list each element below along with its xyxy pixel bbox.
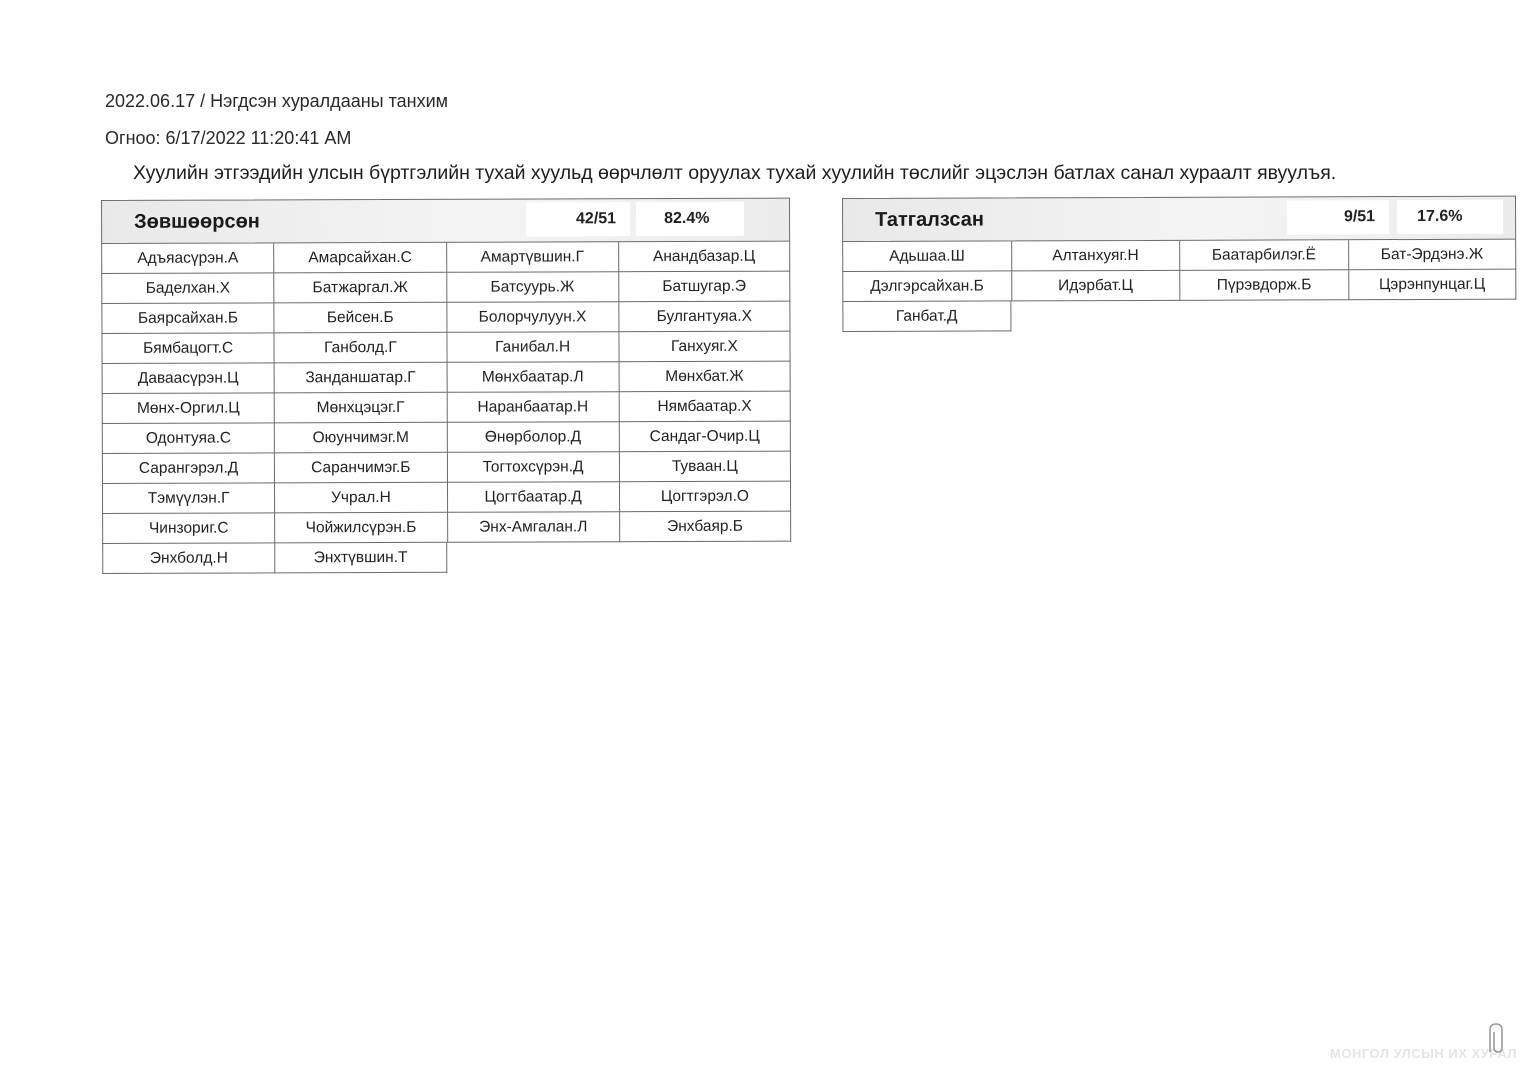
rejected-name-grid	[842, 240, 1516, 332]
approved-section	[101, 198, 791, 574]
member-name-cell: Одонтуяа.С	[102, 423, 274, 454]
member-name-cell: Баярсайхан.Б	[101, 303, 273, 334]
member-name-cell: Сандаг-Очир.Ц	[619, 422, 791, 453]
member-name-cell: Наранбаатар.Н	[446, 392, 618, 423]
approved-header	[101, 198, 790, 244]
member-name-cell: Анандбазар.Ц	[618, 242, 790, 273]
member-name-cell: Тогтохсүрэн.Д	[446, 452, 618, 483]
member-name-cell: Энх-Амгалан.Л	[447, 512, 619, 543]
member-name-cell: Учрал.Н	[274, 483, 446, 514]
member-name-cell: Мөнхбат.Ж	[618, 362, 790, 393]
approved-percent: 82.4%	[636, 202, 744, 236]
rejected-percent: 17.6%	[1397, 200, 1503, 234]
member-name-cell: Булгантуяа.Х	[618, 302, 790, 333]
member-name-cell: Бат-Эрдэнэ.Ж	[1348, 240, 1517, 271]
member-name-cell: Баделхан.Х	[101, 273, 273, 304]
member-name-cell: Цогтбаатар.Д	[446, 482, 618, 513]
member-name-cell: Батжаргал.Ж	[274, 273, 446, 304]
member-name-cell: Нямбаатар.Х	[618, 392, 790, 423]
member-name-cell: Энхтүвшин.Т	[274, 543, 446, 574]
approved-title: Зөвшөөрсөн	[134, 210, 260, 233]
member-name-cell: Болорчулуун.Х	[446, 302, 618, 333]
member-name-cell: Занданшатар.Г	[274, 363, 446, 394]
member-name-cell: Бейсен.Б	[274, 303, 446, 334]
vote-question: Хуулийн этгээдийн улсын бүртгэлийн тухай хуульд өөрчлөлт оруулах тухай хуулийн төслийг эцэслэн батлах санал хураалт явуулъя.	[133, 162, 1337, 184]
member-name-cell: Энхболд.Н	[102, 543, 274, 574]
rejected-section	[842, 196, 1516, 332]
member-name-cell: Чойжилсүрэн.Б	[274, 513, 446, 544]
member-name-cell: Мөнхбаатар.Л	[446, 362, 618, 393]
member-name-cell: Идэрбат.Ц	[1011, 271, 1180, 302]
session-line: 2022.06.17 / Нэгдсэн хуралдааны танхим	[105, 91, 449, 111]
member-name-cell: Ганибал.Н	[446, 332, 618, 363]
member-name-cell: Амарсайхан.С	[273, 243, 445, 274]
member-name-cell: Өнөрболор.Д	[446, 422, 618, 453]
date-line: Огноо: 6/17/2022 11:20:41 AM	[105, 128, 352, 148]
member-name-cell: Бямбацогт.С	[101, 333, 273, 364]
member-name-cell: Пүрэвдорж.Б	[1179, 270, 1348, 301]
member-name-cell: Мөнх-Оргил.Ц	[102, 393, 274, 424]
paper-clip-icon	[1486, 1022, 1510, 1056]
member-name-cell: Ганболд.Г	[274, 333, 446, 364]
member-name-cell: Батшугар.Э	[618, 272, 790, 303]
member-name-cell: Оюунчимэг.М	[274, 423, 446, 454]
parliament-watermark: МОНГОЛ УЛСЫН ИХ ХУРАЛ	[1330, 1046, 1517, 1061]
member-name-cell: Тэмүүлэн.Г	[102, 483, 274, 514]
rejected-title: Татгалзсан	[875, 208, 984, 231]
member-name-cell: Саранчимэг.Б	[274, 453, 446, 484]
approved-name-grid	[101, 242, 791, 574]
member-name-cell: Адьшаа.Ш	[842, 241, 1011, 272]
member-name-cell: Цогтгэрэл.О	[619, 482, 791, 513]
approved-count: 42/51	[526, 202, 630, 236]
rejected-count: 9/51	[1287, 200, 1389, 234]
member-name-cell: Чинзориг.С	[102, 513, 274, 544]
member-name-cell: Батсуурь.Ж	[446, 272, 618, 303]
rejected-header	[842, 196, 1516, 242]
member-name-cell: Мөнхцэцэг.Г	[274, 393, 446, 424]
member-name-cell: Баатарбилэг.Ё	[1179, 240, 1348, 271]
member-name-cell: Ганхуяг.Х	[618, 332, 790, 363]
member-name-cell: Дэлгэрсайхан.Б	[842, 271, 1011, 302]
member-name-cell: Даваасүрэн.Ц	[102, 363, 274, 394]
member-name-cell: Алтанхуяг.Н	[1011, 241, 1180, 272]
member-name-cell: Туваан.Ц	[619, 452, 791, 483]
member-name-cell: Амартүвшин.Г	[446, 242, 618, 273]
member-name-cell: Сарангэрэл.Д	[102, 453, 274, 484]
member-name-cell: Ганбат.Д	[842, 301, 1011, 332]
member-name-cell: Адъяасүрэн.А	[101, 243, 273, 274]
member-name-cell: Цэрэнпунцаг.Ц	[1348, 270, 1517, 301]
member-name-cell: Энхбаяр.Б	[619, 512, 791, 543]
